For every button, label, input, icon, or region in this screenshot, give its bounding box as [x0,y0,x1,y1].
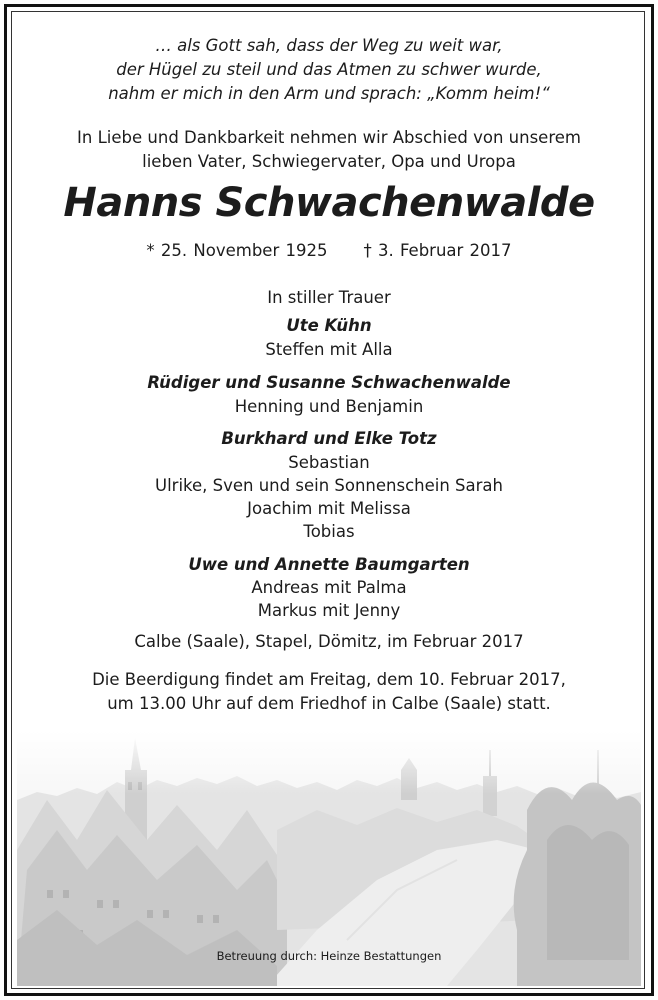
deceased-name: Hanns Schwachenwalde [63,180,595,226]
family-member: Henning und Benjamin [234,397,424,416]
funeral-line-1: Die Beerdigung findet am Freitag, dem 10. Februar 2017, [92,670,566,689]
family-member: Joachim mit Melissa [247,499,411,518]
verse-line-1: … als Gott sah, dass der Weg zu weit war, [155,36,503,55]
family-head-2: Rüdiger und Susanne Schwachenwalde [147,373,511,392]
funeral-line-2: um 13.00 Uhr auf dem Friedhof in Calbe (Saale) statt. [107,694,551,713]
family-member: Sebastian [288,453,370,472]
family-member: Steffen mit Alla [265,340,393,359]
family-head-1: Ute Kühn [286,316,372,335]
life-dates [0,241,658,260]
family-member: Andreas mit Palma [251,578,407,597]
family-head-3: Burkhard und Elke Totz [221,429,437,448]
intro-line-2: lieben Vater, Schwiegervater, Opa und Uropa [142,152,516,171]
undertaker-credit: Betreuung durch: Heinze Bestattungen [216,949,442,963]
town-skyline-illustration [17,730,641,986]
birth-date: * 25. November 1925 [146,241,328,260]
verse-line-3: nahm er mich in den Arm und sprach: „Komm heim!“ [108,84,550,103]
family-member: Ulrike, Sven und sein Sonnenschein Sarah [155,476,503,495]
intro-line-1: In Liebe und Dankbarkeit nehmen wir Abschied von unserem [77,128,581,147]
death-date: † 3. Februar 2017 [363,241,512,260]
family-member: Markus mit Jenny [257,601,401,620]
place-and-date: Calbe (Saale), Stapel, Dömitz, im Februar 2017 [134,632,524,651]
mourning-intro: In stiller Trauer [267,288,391,307]
family-member: Tobias [303,522,355,541]
family-head-4: Uwe und Annette Baumgarten [188,555,470,574]
verse-line-2: der Hügel zu steil und das Atmen zu schwer wurde, [116,60,542,79]
